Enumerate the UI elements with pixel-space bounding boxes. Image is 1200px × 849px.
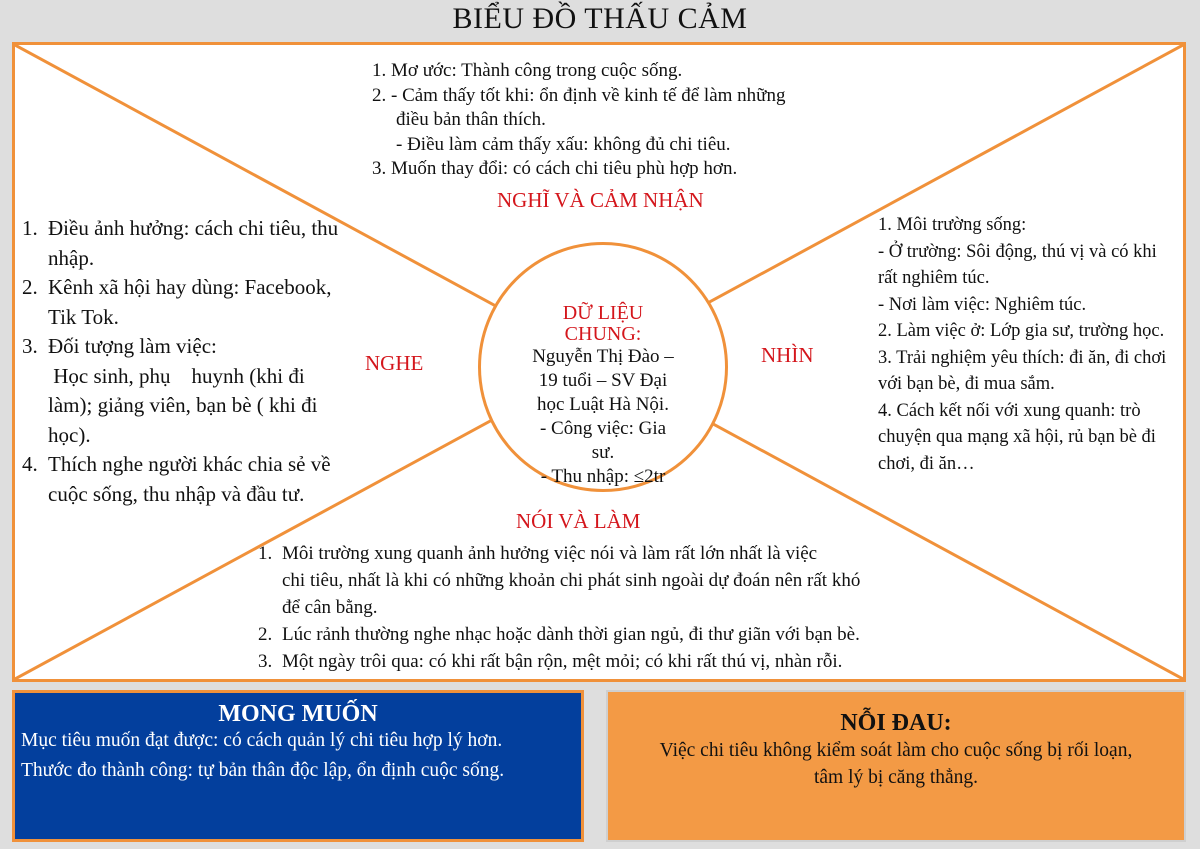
item-text: Đối tượng làm việc: xyxy=(48,334,217,358)
item-number: 2. xyxy=(258,624,273,645)
center-circle xyxy=(478,242,728,492)
list-item xyxy=(22,450,352,509)
item-text: Kênh xã hội hay dùng: Facebook, Tik Tok. xyxy=(48,275,332,329)
item-number: 4. xyxy=(22,452,38,476)
item-line: chi tiêu, nhất là khi có những khoản chi phát sinh ngoài dự đoán nên rất khó xyxy=(282,570,861,591)
pains-line: Việc chi tiêu không kiểm soát làm cho cuộc sống bị rối loạn, tâm lý bị căng thẳng. xyxy=(659,740,1133,788)
list-item: 3. Muốn thay đổi: có cách chi tiêu phù hợp hơn. xyxy=(372,158,738,179)
hear-label: NGHE xyxy=(365,351,424,375)
list-item xyxy=(258,621,860,648)
item-number: 1. xyxy=(22,216,38,240)
hear-list xyxy=(22,214,352,509)
wants-line: Thước đo thành công: tự bản thân độc lập, ổn định cuộc sống. xyxy=(21,760,505,781)
center-line: sư. xyxy=(591,442,615,463)
list-item: - Điều làm cảm thấy xấu: không đủ chi tiêu. xyxy=(396,133,731,155)
center-line: - Công việc: Gia xyxy=(539,418,667,439)
list-item xyxy=(22,214,352,273)
wants-panel xyxy=(12,690,584,842)
pains-panel xyxy=(606,690,1186,842)
say-do-list xyxy=(258,540,860,675)
list-item xyxy=(22,332,352,362)
item-number: 1. xyxy=(258,543,273,564)
center-heading: DỮ LIỆU CHUNG: xyxy=(562,302,644,345)
think-feel-list xyxy=(372,59,785,182)
list-item: 1. Mơ ước: Thành công trong cuộc sống. xyxy=(372,60,683,81)
list-item xyxy=(22,273,352,332)
item-number: 3. xyxy=(258,651,273,672)
item-number xyxy=(22,362,48,451)
item-line: Lúc rảnh thường nghe nhạc hoặc dành thời gian ngủ, đi thư giãn với bạn bè. xyxy=(282,624,860,645)
pains-title: NỖI ĐAU: xyxy=(840,710,952,736)
list-item: - Ở trường: Sôi động, thú vị và có khi rất nghiêm túc. xyxy=(878,241,1157,288)
item-text: Học sinh, phụ huynh (khi đi làm); giảng viên, bạn bè ( khi đi học). xyxy=(48,363,323,447)
say-do-label: NÓI VÀ LÀM xyxy=(516,509,641,533)
item-number: 2. xyxy=(22,275,38,299)
wants-line: Mục tiêu muốn đạt được: có cách quản lý chi tiêu hợp lý hơn. xyxy=(21,730,503,751)
item-text: Thích nghe người khác chia sẻ về cuộc sống, thu nhập và đầu tư. xyxy=(48,452,331,506)
list-item: 4. Cách kết nối với xung quanh: trò chuyện qua mạng xã hội, rủ bạn bè đi chơi, đi ăn… xyxy=(878,400,1156,474)
item-line: để cân bằng. xyxy=(282,597,378,618)
list-item: điều bản thân thích. xyxy=(396,109,546,130)
list-item: 2. Làm việc ở: Lớp gia sư, trường học. xyxy=(878,321,1165,341)
list-item: 1. Môi trường sống: xyxy=(878,215,1027,235)
item-number: 3. xyxy=(22,334,38,358)
item-line: Môi trường xung quanh ảnh hưởng việc nói và làm rất lớn nhất là việc xyxy=(282,543,818,564)
page-title: BIỂU ĐỒ THẤU CẢM xyxy=(452,2,748,35)
list-item xyxy=(258,648,860,675)
item-text: Điều ảnh hưởng: cách chi tiêu, thu nhập. xyxy=(48,216,339,270)
list-item: 3. Trải nghiệm yêu thích: đi ăn, đi chơi với bạn bè, đi mua sắm. xyxy=(878,347,1167,394)
center-line: 19 tuổi – SV Đại xyxy=(538,370,668,391)
center-line: - Thu nhập: ≤2tr xyxy=(540,466,666,487)
list-item: - Nơi làm việc: Nghiêm túc. xyxy=(878,294,1087,315)
list-item: 2. - Cảm thấy tốt khi: ổn định về kinh tế để làm những xyxy=(372,84,786,106)
wants-title: MONG MUỐN xyxy=(218,701,378,727)
list-item xyxy=(22,362,352,451)
list-item xyxy=(258,540,860,621)
think-feel-label: NGHĨ VÀ CẢM NHẬN xyxy=(497,188,704,212)
see-list xyxy=(878,212,1178,477)
center-line: Nguyễn Thị Đào – xyxy=(532,346,674,367)
see-label: NHÌN xyxy=(761,343,814,367)
item-line: Một ngày trôi qua: có khi rất bận rộn, mệt mỏi; có khi rất thú vị, nhàn rỗi. xyxy=(282,651,843,672)
center-line: học Luật Hà Nội. xyxy=(537,394,669,415)
